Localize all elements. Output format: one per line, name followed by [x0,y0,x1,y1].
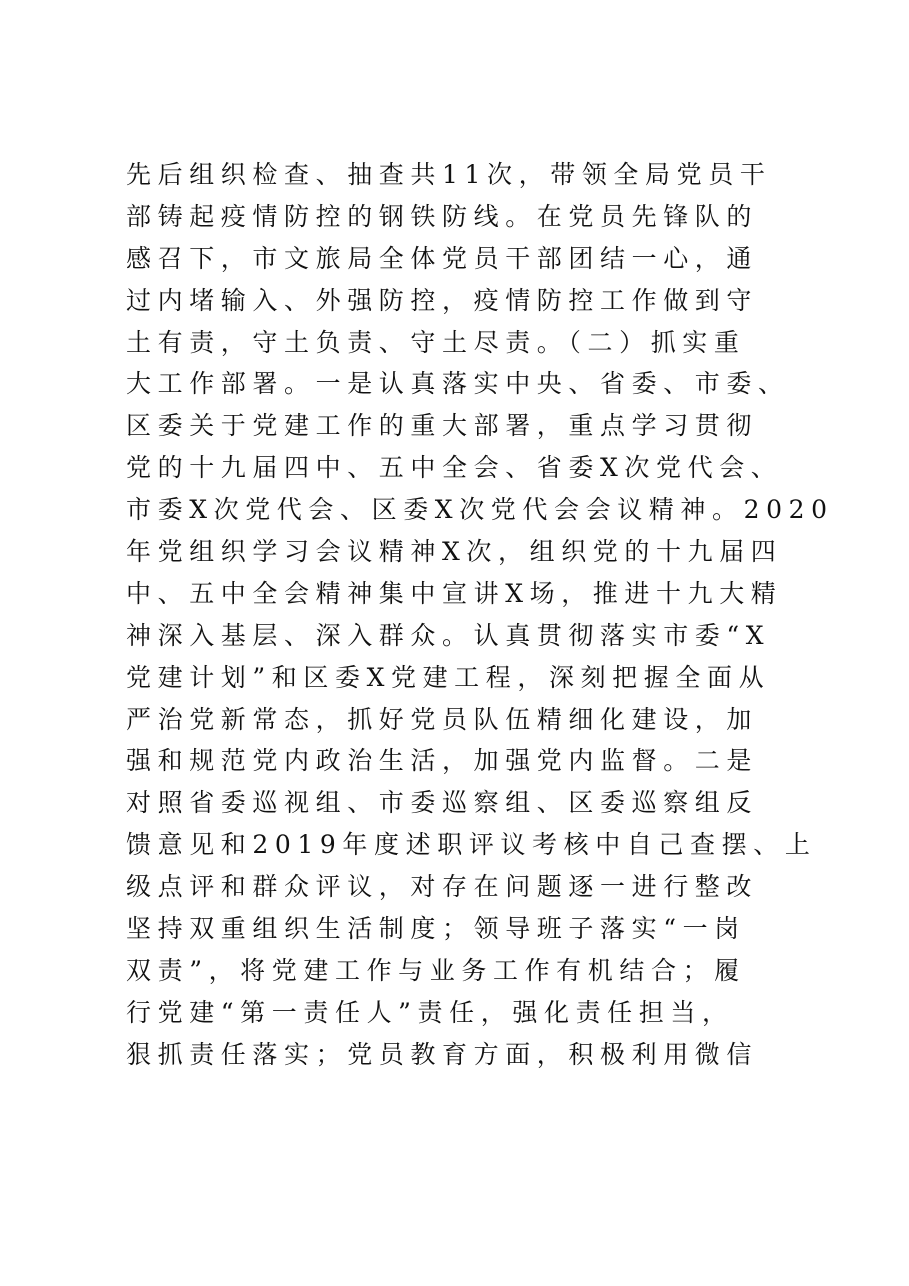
text-line: 市委X次党代会、区委X次党代会会议精神。2020 [126,495,834,525]
text-line: 党的十九届四中、五中全会、省委X次党代会、 [126,453,783,483]
text-line: 严治党新常态，抓好党员队伍精细化建设，加 [126,704,759,734]
text-line: 神深入基层、深入群众。认真贯彻落实市委“X [126,620,771,650]
text-line: 狠抓责任落实；党员教育方面，积极利用微信 [126,1039,759,1069]
text-line: 年党组织学习会议精神X次，组织党的十九届四 [126,537,783,567]
body-text [126,154,834,1076]
text-line: 强和规范党内政治生活，加强党内监督。二是 [126,746,759,776]
text-line: 坚持双重组织生活制度；领导班子落实“一岗 [126,914,746,944]
text-line: 土有责，守土负责、守土尽责。（二）抓实重 [126,327,746,357]
text-line: 对照省委巡视组、市委巡察组、区委巡察组反 [126,788,759,818]
text-line: 行党建“第一责任人”责任，强化责任担当， [126,997,734,1027]
text-line: 先后组织检查、抽查共11次，带领全局党员干 [126,160,772,189]
text-line: 区委关于党建工作的重大部署，重点学习贯彻 [126,411,759,441]
text-line: 级点评和群众评议，对存在问题逐一进行整改 [126,872,759,902]
text-line: 大工作部署。一是认真落实中央、省委、市委、 [126,369,790,399]
text-line: 感召下，市文旅局全体党员干部团结一心，通 [126,243,759,273]
text-line: 部铸起疫情防控的钢铁防线。在党员先锋队的 [126,201,759,231]
text-line: 中、五中全会精神集中宣讲X场，推进十九大精 [126,578,783,608]
text-line: 过内堵输入、外强防控，疫情防控工作做到守 [126,285,759,315]
text-line: 党建计划”和区委X党建工程，深刻把握全面从 [126,662,771,692]
text-line: 馈意见和2019年度述职评议考核中自己查摆、上 [126,830,817,860]
text-line: 双责”，将党建工作与业务工作有机结合；履 [126,955,746,985]
